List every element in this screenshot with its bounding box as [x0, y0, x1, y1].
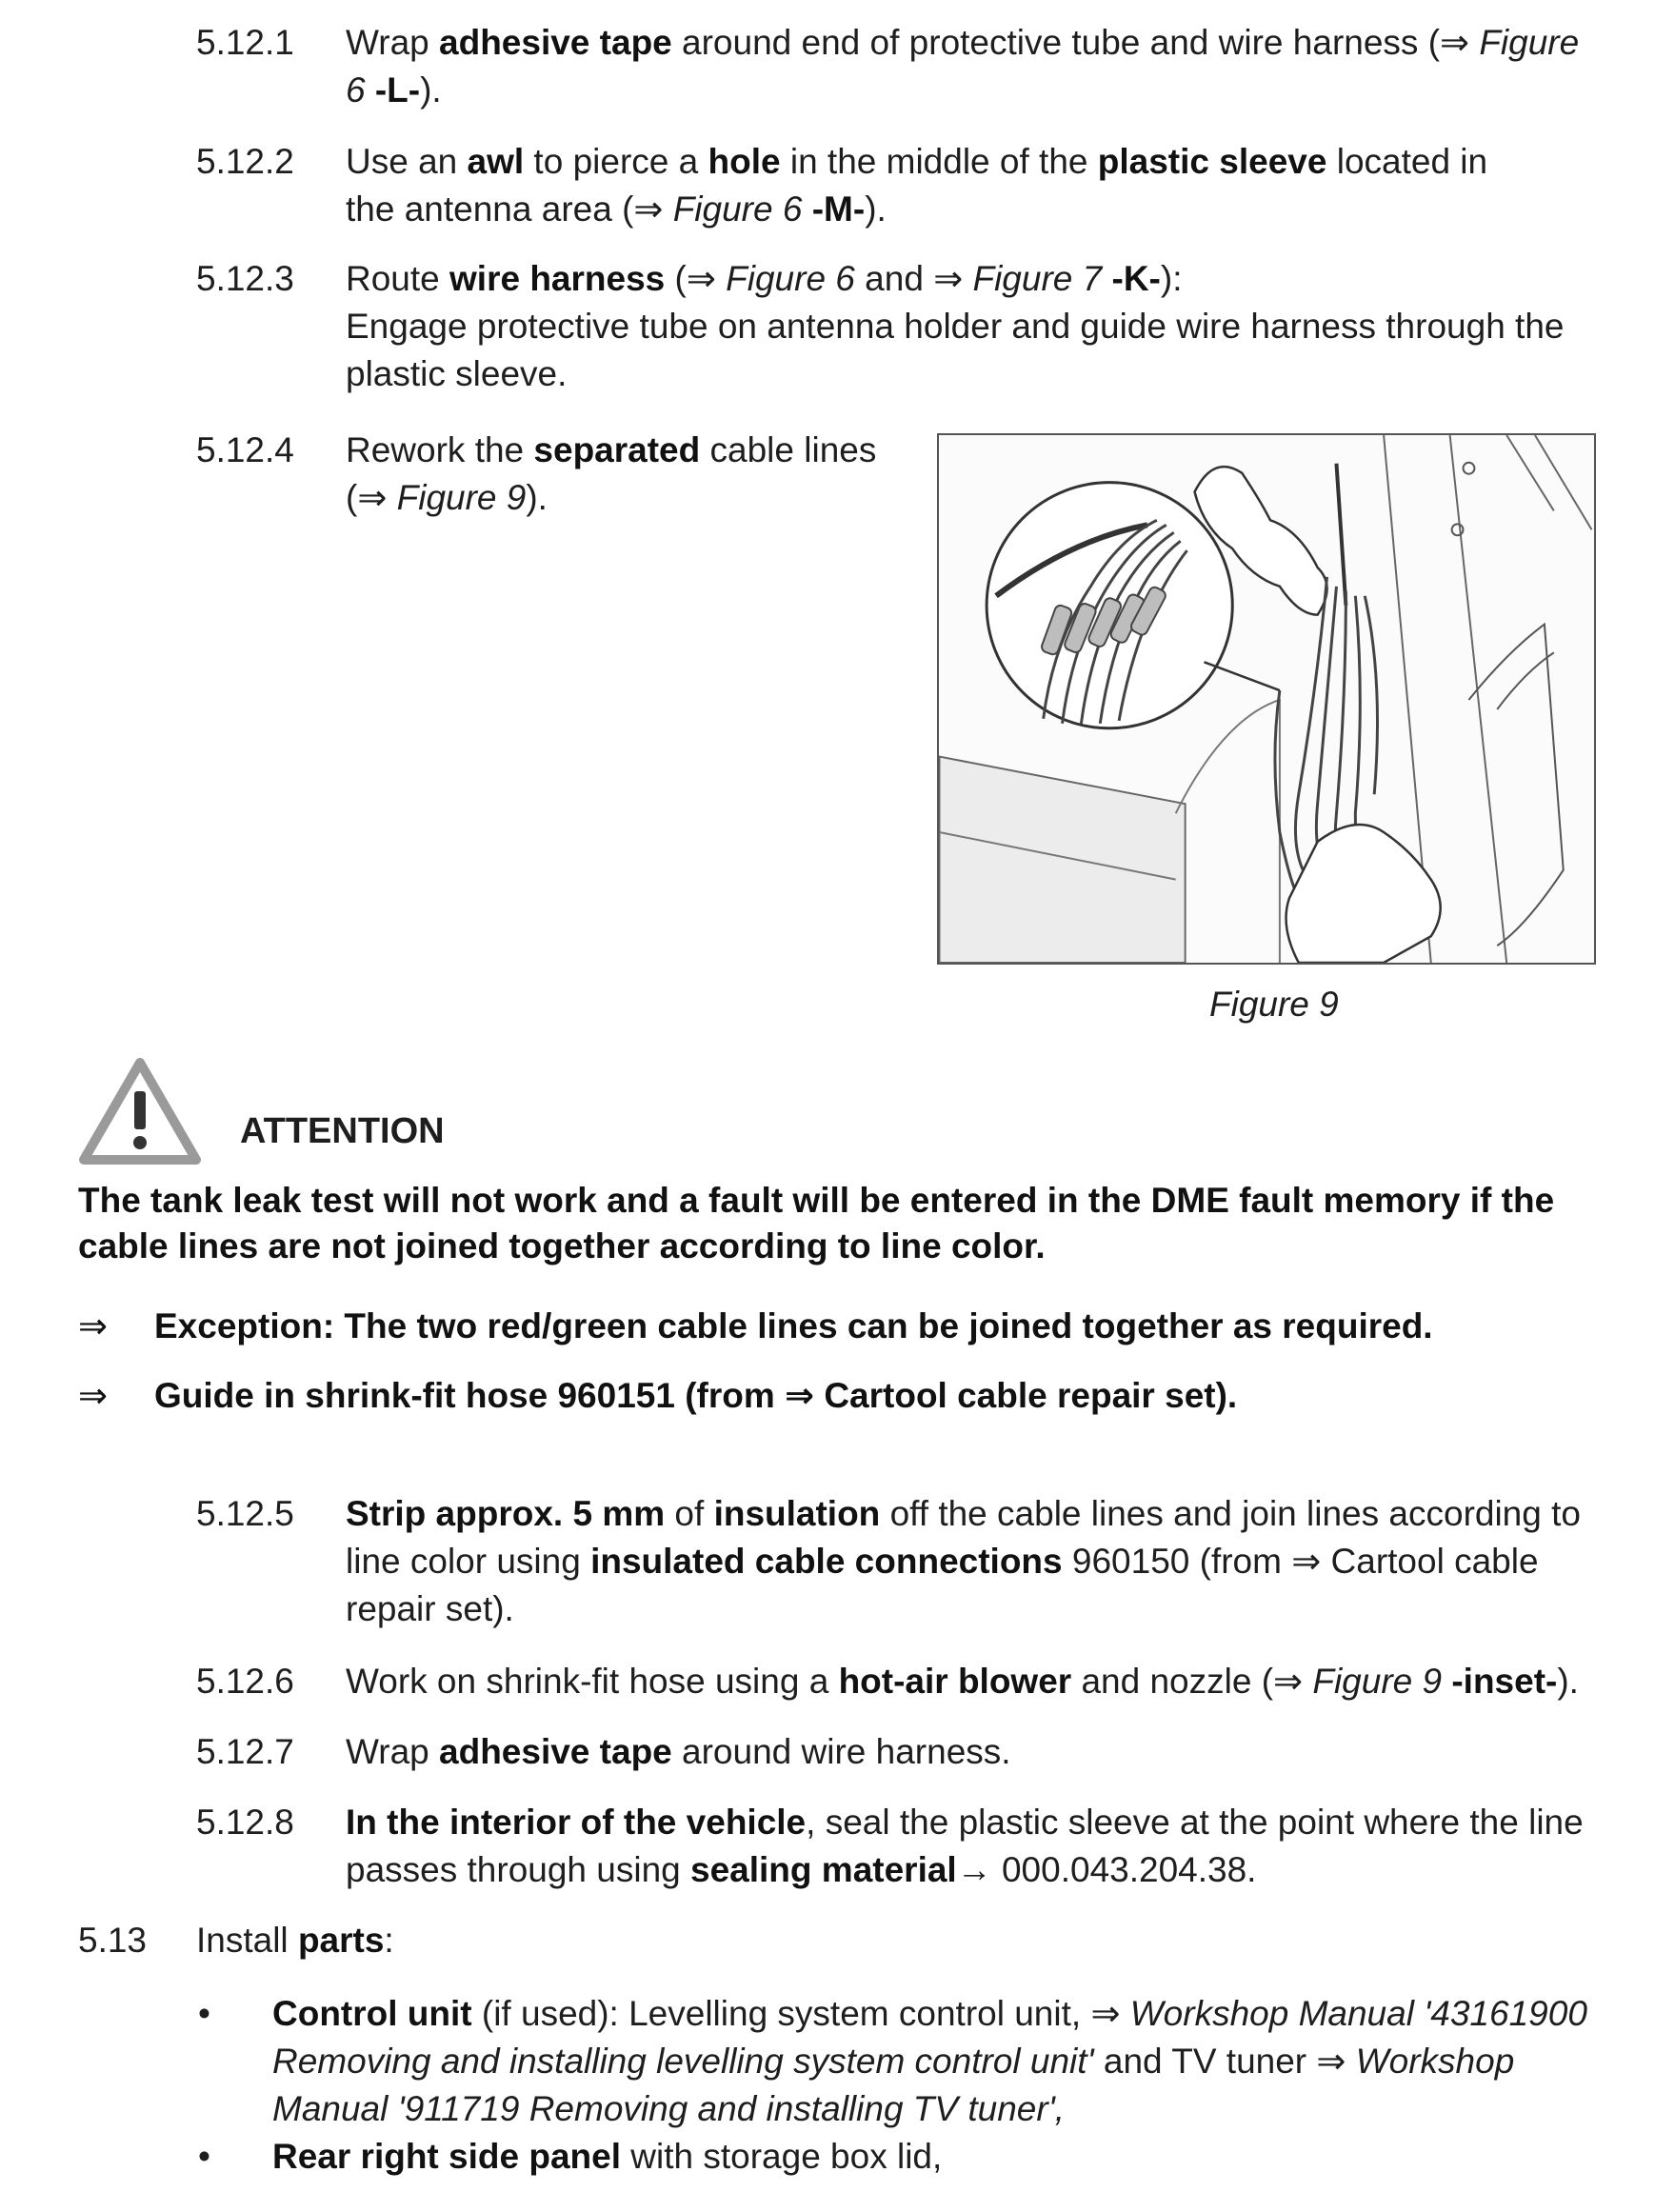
arrow-icon: ⇒: [78, 1376, 109, 1415]
step-number: 5.12.1: [196, 23, 294, 62]
step-text: Wrap adhesive tape around wire harness.: [346, 1732, 1011, 1771]
arrow-icon: ⇒: [78, 1306, 109, 1345]
warning-icon: [78, 1057, 202, 1166]
step-text: Route wire harness (⇒ Figure 6 and ⇒ Figure 7 -K-): Engage protective tube on antenna holder and guide wire harness through the plastic sleeve.: [346, 259, 1565, 393]
list-item-text: Rear right side panel with storage box lid,: [272, 2137, 943, 2176]
cable-repair-drawing: [939, 435, 1594, 963]
step-text: Use an awl to pierce a hole in the middle of the plastic sleeve located in the antenna area (⇒ Figure 6 -M-).: [346, 142, 1488, 229]
step-text: Work on shrink-fit hose using a hot-air blower and nozzle (⇒ Figure 9 -inset-).: [346, 1662, 1579, 1701]
attention-text: The tank leak test will not work and a fault will be entered in the DME fault memory if the cable lines are not joined together according to line color.: [78, 1181, 1555, 1265]
step-number: 5.12.8: [196, 1803, 294, 1842]
step-text: Strip approx. 5 mm of insulation off the cable lines and join lines according to line color using insulated cable connections 960150 (from ⇒ Cartool cable repair set).: [346, 1494, 1581, 1628]
step-number: 5.12.6: [196, 1662, 294, 1701]
step-number: 5.12.4: [196, 430, 294, 469]
step-number: 5.12.5: [196, 1494, 294, 1533]
bullet-icon: •: [198, 2137, 210, 2176]
bullet-icon: •: [198, 1994, 210, 2033]
step-text: In the interior of the vehicle, seal the plastic sleeve at the point where the line passes through using sealing material→ 000.043.204.38.: [346, 1803, 1584, 1889]
attention-title: ATTENTION: [240, 1111, 445, 1151]
figure-caption: Figure 9: [1209, 985, 1339, 1024]
figure-9-illustration: [937, 433, 1596, 965]
section-text: Install parts:: [196, 1921, 394, 1960]
step-text: Wrap adhesive tape around end of protective tube and wire harness (⇒ Figure 6 -L-).: [346, 23, 1580, 110]
step-number: 5.12.7: [196, 1732, 294, 1771]
section-number: 5.13: [78, 1921, 148, 1960]
list-item-text: Control unit (if used): Levelling system control unit, ⇒ Workshop Manual '43161900 Removing and installing levelling system control unit' and TV tuner ⇒ Workshop Manual '911719 Removing and installing TV tuner',: [272, 1994, 1587, 2128]
step-number: 5.12.2: [196, 142, 294, 181]
step-text: Rework the separated cable lines (⇒ Figure 9).: [346, 430, 877, 517]
step-number: 5.12.3: [196, 259, 294, 298]
attention-bullet-text: Guide in shrink-fit hose 960151 (from ⇒ Cartool cable repair set).: [154, 1376, 1238, 1415]
attention-bullet-text: Exception: The two red/green cable lines can be joined together as required.: [154, 1306, 1433, 1345]
